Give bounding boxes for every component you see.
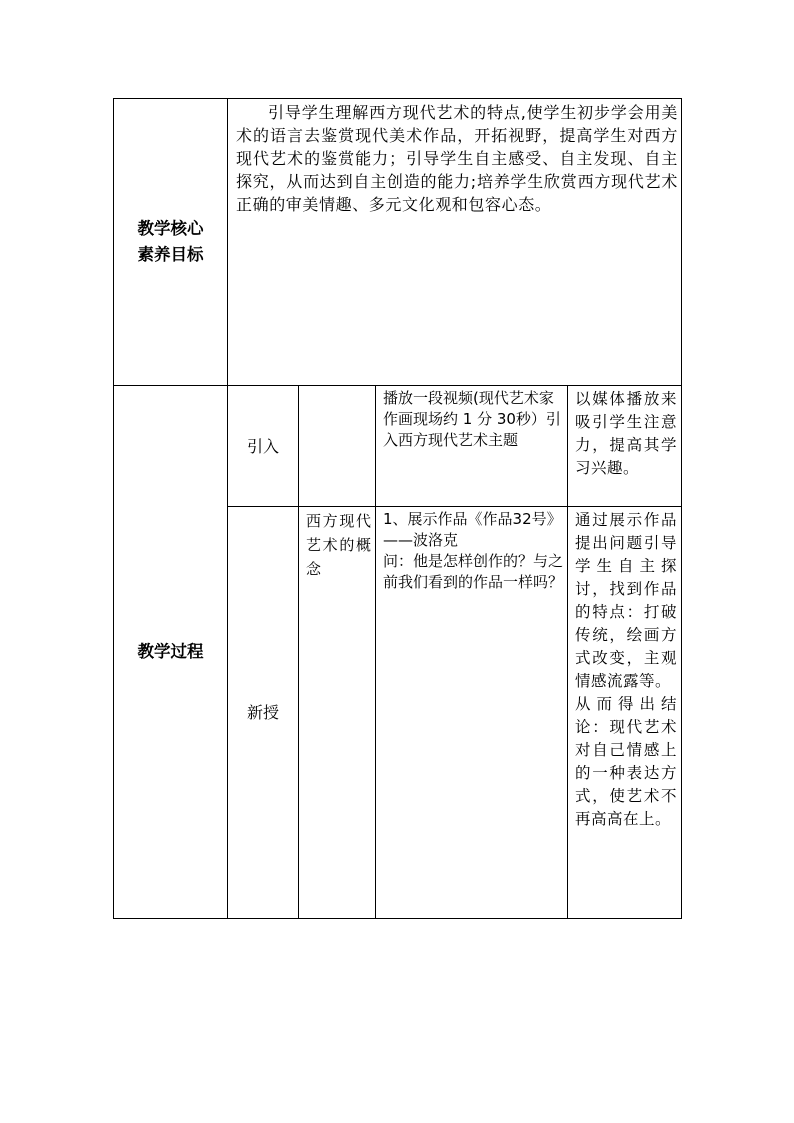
goal-text: 引导学生理解西方现代艺术的特点,使学生初步学会用美术的语言去鉴赏现代美术作品，开拓视野，提高学生对西方现代艺术的鉴赏能力；引导学生自主感受、自主发现、自主探究，从而达到自主创造的能力;培养学生欣赏西方现代艺术正确的审美情趣、多元文化观和包容心态。 — [236, 103, 679, 214]
concept-cell-intro — [299, 386, 376, 507]
concept-intro — [299, 386, 375, 388]
activity-cell-intro — [376, 386, 568, 507]
activity-new — [376, 507, 567, 593]
activity-cell-new — [376, 507, 568, 919]
activity-new-line1: 1、展示作品《作品32号》——波洛克 — [383, 510, 562, 549]
stage-cell-new — [228, 507, 299, 919]
activity-new-line2: 问：他是怎样创作的？与之前我们看到的作品一样吗？ — [383, 552, 564, 591]
stage-new: 新授 — [246, 703, 279, 722]
goal-row — [114, 99, 682, 386]
lesson-plan-table — [113, 98, 682, 919]
stage-cell-intro — [228, 386, 299, 507]
purpose-cell-new — [568, 507, 682, 919]
purpose-intro: 以媒体播放来吸引学生注意力，提高其学习兴趣。 — [575, 390, 678, 477]
activity-intro: 播放一段视频(现代艺术家作画现场约 1 分 30秒）引入西方现代艺术主题 — [383, 389, 561, 449]
goal-label-line1: 教学核心 — [137, 219, 204, 238]
goal-label-cell — [114, 99, 228, 386]
purpose-cell-intro — [568, 386, 682, 507]
goal-label-line2: 素养目标 — [137, 245, 204, 264]
concept-cell-new — [299, 507, 376, 919]
table-row — [114, 386, 682, 507]
stage-intro: 引入 — [246, 436, 279, 456]
process-label-cell — [114, 386, 228, 919]
concept-new: 西方现代艺术的概念 — [306, 512, 371, 578]
purpose-new-line1: 通过展示作品提出问题引导学生自主探讨，找到作品的特点：打破传统，绘画方式改变，主观情感流露等。 — [575, 511, 678, 690]
purpose-new — [568, 507, 681, 831]
purpose-new-line2: 从而得出结论：现代艺术对自己情感上的一种表达方式，使艺术不再高高在上。 — [575, 695, 678, 828]
process-label: 教学过程 — [137, 642, 204, 661]
goal-text-cell — [228, 99, 682, 386]
